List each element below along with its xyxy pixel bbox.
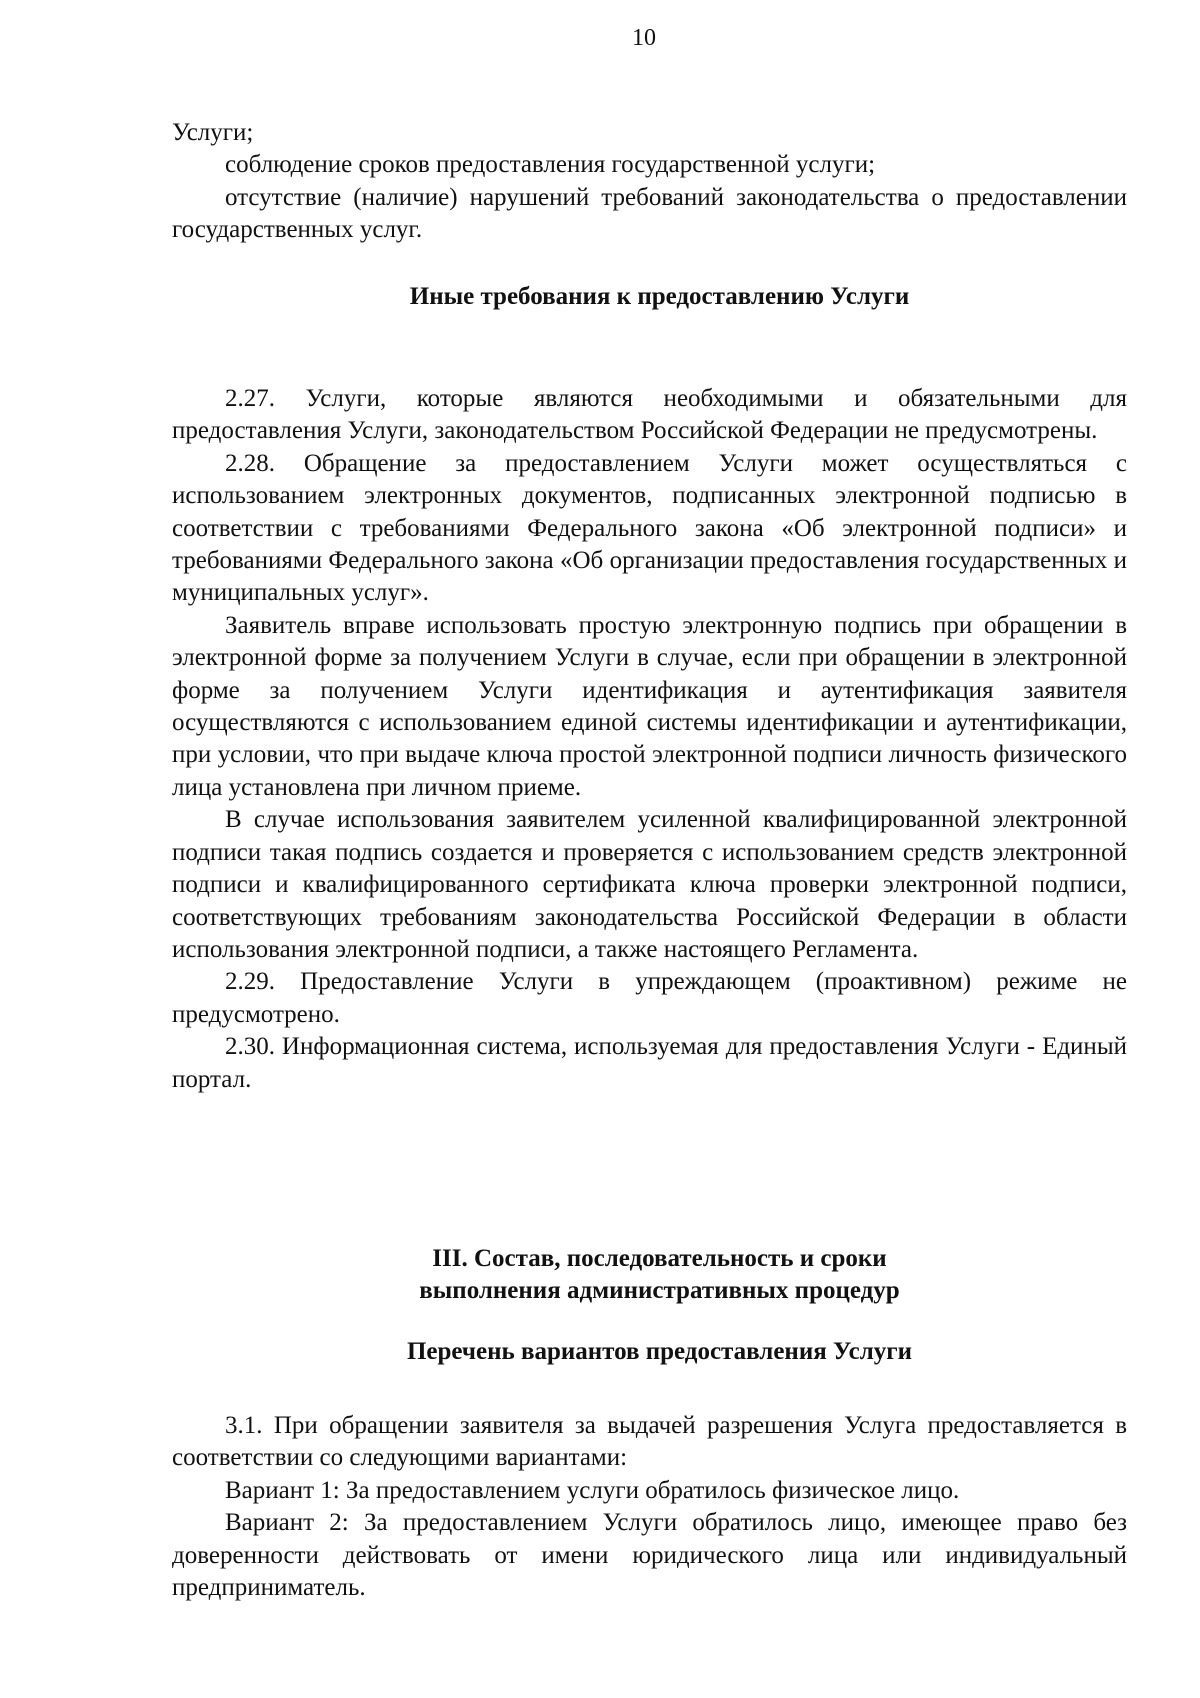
heading-text: Иные требования к предоставлению Услуги (409, 283, 910, 310)
paragraph-2-28: 2.28. Обращение за предоставлением Услуги может осуществляться с использованием электронных документов, подписанных электронной подписью в соответствии с требованиями Федерального закона «Об электронной подписи» и требованиями Федерального закона «Об организации предоставления государственных и муниципальных услуг». (172, 449, 1127, 607)
paragraph-3-1: 3.1. При обращении заявителя за выдачей разрешения Услуга предоставляется в соответствии со следующими вариантами: (172, 1412, 1127, 1472)
intro-block (172, 117, 1127, 247)
section-3-title-line-1: III. Состав, последовательность и сроки (432, 1245, 887, 1272)
paragraph: Услуги; (172, 119, 254, 146)
paragraph-2-27: 2.27. Услуги, которые являются необходимыми и обязательными для предоставления Услуги, законодательством Российской Федерации не предусмотрены. (172, 385, 1127, 445)
section-3-title (172, 1243, 1127, 1308)
requirements-block (172, 383, 1127, 1096)
paragraph-simple-signature: Заявитель вправе использовать простую электронную подпись при обращении в электронной форме за получением Услуги в случае, если при обращении в электронной форме за получением Услуги идентификация и аутентификация заявителя осуществляются с использованием единой системы идентификации и аутентификации, при условии, что при выдаче ключа простой электронной подписи личность физического лица установлена при личном приеме. (172, 611, 1127, 801)
page-number: 10 (632, 25, 656, 51)
heading-text: Перечень вариантов предоставления Услуги (406, 1338, 913, 1365)
paragraph-variant-2: Вариант 2: За предоставлением Услуги обратилось лицо, имеющее право без доверенности действовать от имени юридического лица или индивидуальный предприниматель. (172, 1509, 1127, 1602)
section-3-title-line-2: выполнения административных процедур (419, 1277, 900, 1305)
paragraph-qualified-signature: В случае использования заявителем усиленной квалифицированной электронной подписи такая подпись создается и проверяется с использованием средств электронной подписи и квалифицированного сертификата ключа проверки электронной подписи, соответствующих требованиям законодательства Российской Федерации в области использования электронной подписи, а также настоящего Регламента. (172, 806, 1127, 963)
section-heading-variants (172, 1336, 1127, 1368)
paragraph: соблюдение сроков предоставления государственной услуги; (225, 151, 876, 179)
variants-block (172, 1410, 1127, 1604)
paragraph-variant-1: Вариант 1: За предоставлением услуги обратилось физическое лицо. (225, 1476, 960, 1504)
section-heading-other-requirements (172, 281, 1127, 313)
paragraph-2-30: 2.30. Информационная система, используемая для предоставления Услуги - Единый портал. (172, 1033, 1127, 1093)
paragraph-2-29: 2.29. Предоставление Услуги в упреждающем (проактивном) режиме не предусмотрено. (172, 968, 1127, 1028)
paragraph: отсутствие (наличие) нарушений требований законодательства о предоставлении государственных услуг. (172, 183, 1127, 244)
